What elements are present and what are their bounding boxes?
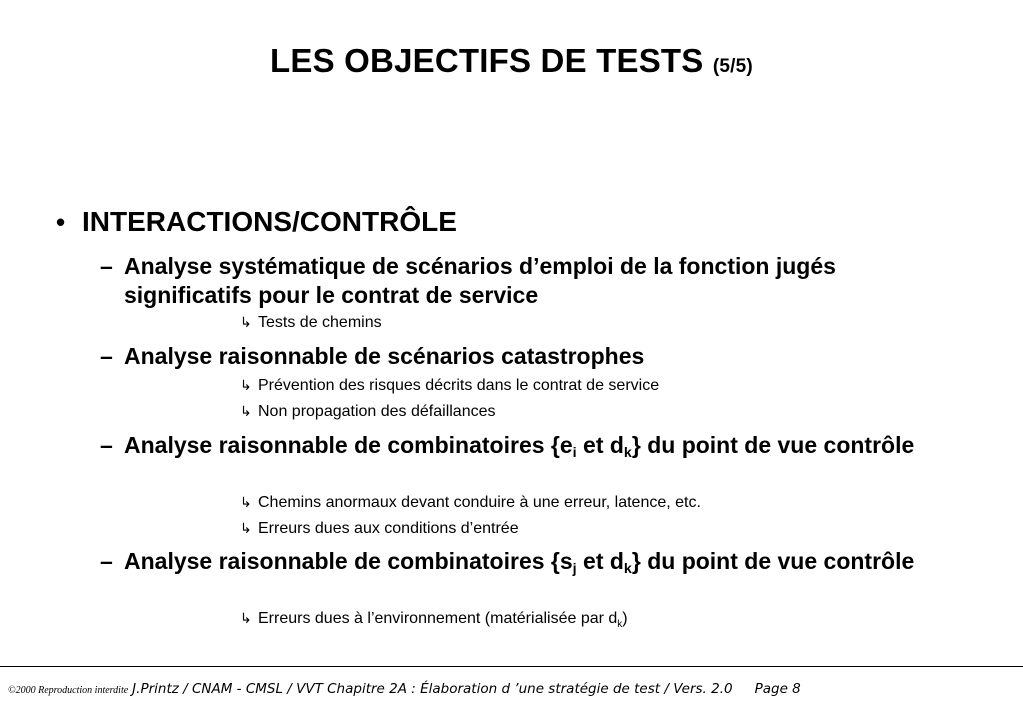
footer-text: J.Printz / CNAM - CMSL / VVT Chapitre 2A : Élaboration d ’une stratégie de test / Vers. 2.0 [132, 681, 733, 697]
detail-1-1-text: Tests de chemins [258, 314, 382, 331]
footer [8, 681, 801, 697]
main-bullet [56, 206, 457, 238]
sub-item-4 [100, 547, 960, 576]
dash-marker: – [100, 432, 113, 458]
slide-title [0, 42, 1023, 80]
text-fragment: Analyse raisonnable de combinatoires {e [124, 432, 573, 458]
footer-copyright: ©2000 Reproduction interdite [8, 685, 129, 696]
sub-item-1-text: Analyse systématique de scénarios d’emploi de la fonction jugés significatifs pour le contrat de service [124, 253, 836, 308]
detail-2-1-text: Prévention des risques décrits dans le contrat de service [258, 377, 660, 394]
detail-2-2 [240, 402, 496, 422]
subscript: k [623, 561, 632, 577]
detail-3-2-text: Erreurs dues aux conditions d’entrée [258, 520, 519, 537]
footer-divider [0, 666, 1023, 667]
detail-4-1 [240, 609, 628, 629]
dash-marker: – [100, 343, 113, 369]
text-fragment: Erreurs dues à l’environnement (matérialisée par d [258, 610, 618, 627]
dash-marker: – [100, 253, 113, 279]
main-heading: INTERACTIONS/CONTRÔLE [82, 206, 457, 237]
arrow-icon: ↳ [240, 404, 252, 420]
slide-title-part: (5/5) [712, 56, 753, 77]
text-fragment: Analyse raisonnable de combinatoires {s [124, 548, 573, 574]
detail-3-2 [240, 519, 519, 539]
detail-1-1 [240, 313, 382, 333]
detail-4-1-text [258, 609, 628, 629]
arrow-icon: ↳ [240, 378, 252, 394]
arrow-icon: ↳ [240, 315, 252, 331]
slide-title-text: LES OBJECTIFS DE TESTS [270, 42, 704, 79]
arrow-icon: ↳ [240, 495, 252, 511]
sub-item-2-text: Analyse raisonnable de scénarios catastrophes [124, 343, 645, 369]
detail-2-1 [240, 376, 659, 396]
detail-3-1-text: Chemins anormaux devant conduire à une erreur, latence, etc. [258, 494, 701, 511]
subscript: j [572, 561, 577, 577]
subscript: k [617, 619, 623, 630]
arrow-icon: ↳ [240, 521, 252, 537]
subscript: i [572, 445, 577, 461]
sub-item-1 [100, 252, 960, 310]
text-fragment: } du point de vue contrôle [631, 432, 915, 458]
sub-item-3-text [124, 431, 960, 460]
text-fragment: } du point de vue contrôle [631, 548, 915, 574]
sub-item-2 [100, 342, 960, 371]
detail-2-2-text: Non propagation des défaillances [258, 403, 496, 420]
arrow-icon: ↳ [240, 611, 252, 627]
sub-item-4-text [124, 547, 960, 576]
text-fragment: et d [576, 548, 624, 574]
page-number: Page 8 [754, 681, 801, 697]
dash-marker: – [100, 548, 113, 574]
bullet-dot: • [56, 207, 66, 237]
text-fragment: ) [622, 610, 628, 627]
detail-3-1 [240, 493, 701, 513]
sub-item-3 [100, 431, 960, 460]
subscript: k [623, 445, 632, 461]
text-fragment: et d [576, 432, 624, 458]
